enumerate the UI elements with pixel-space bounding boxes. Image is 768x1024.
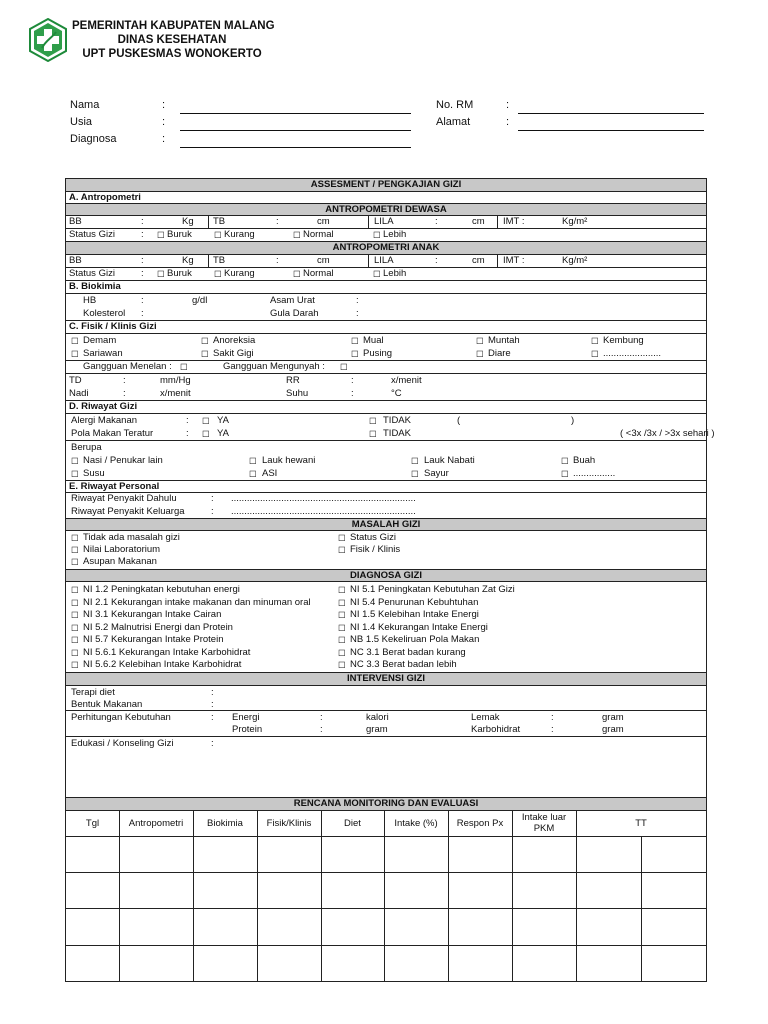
food-asi: ASI bbox=[262, 468, 278, 479]
colon: : bbox=[356, 295, 359, 306]
checkbox-icon[interactable]: ☐ bbox=[369, 429, 377, 439]
hb-label: HB bbox=[83, 295, 97, 306]
colon: : bbox=[551, 724, 554, 735]
norm-label: No. RM bbox=[436, 99, 474, 111]
diagnosa-item: NI 5.6.2 Kelebihan Intake Karbohidrat bbox=[83, 659, 242, 670]
checkbox-icon[interactable]: ☐ bbox=[476, 349, 484, 359]
checkbox-icon[interactable]: ☐ bbox=[71, 456, 79, 466]
diagnosa-label: Diagnosa bbox=[70, 133, 117, 145]
gram-unit: gram bbox=[602, 712, 624, 723]
usia-label: Usia bbox=[70, 116, 93, 128]
food-lauk-nabati: Lauk Nabati bbox=[424, 455, 475, 466]
status-gizi-label: Status Gizi bbox=[69, 229, 115, 240]
header-line-government: PEMERINTAH KABUPATEN MALANG bbox=[72, 20, 275, 32]
checkbox-icon[interactable]: ☐ bbox=[351, 349, 359, 359]
header-line-department: DINAS KESEHATAN bbox=[117, 34, 227, 46]
grid-row-line bbox=[66, 908, 706, 909]
symptom-diare: Diare bbox=[488, 348, 511, 359]
riwayat-personal-rows bbox=[66, 493, 706, 519]
checkbox-icon[interactable]: ☐ bbox=[340, 362, 348, 372]
nadi-label: Nadi bbox=[69, 388, 89, 399]
checkbox-icon[interactable]: ☐ bbox=[373, 230, 381, 240]
col-header-biokimia: Biokimia bbox=[207, 818, 243, 829]
antropometri-anak-title: ANTROPOMETRI ANAK bbox=[66, 242, 706, 255]
checkbox-icon[interactable]: ☐ bbox=[373, 269, 381, 279]
anak-measure-row bbox=[66, 255, 706, 268]
option-lebih: Lebih bbox=[383, 268, 407, 279]
masalah-item: Nilai Laboratorium bbox=[83, 544, 161, 555]
checkbox-icon[interactable]: ☐ bbox=[71, 585, 79, 595]
kgm2-unit: Kg/m² bbox=[562, 255, 588, 266]
colon: : bbox=[141, 295, 144, 306]
colon: : bbox=[186, 415, 189, 426]
food-lauk-hewani: Lauk hewani bbox=[262, 455, 316, 466]
symptom-mual: Mual bbox=[363, 335, 384, 346]
checkbox-icon[interactable]: ☐ bbox=[561, 469, 569, 479]
tb-label: TB bbox=[213, 255, 226, 266]
option-tidak: TIDAK bbox=[383, 415, 411, 426]
symptom-other-field[interactable]: ...................... bbox=[603, 348, 662, 359]
diagnosa-item: NI 2.1 Kekurangan intake makanan dan minuman oral bbox=[83, 596, 311, 608]
paren-open: ( bbox=[457, 415, 461, 426]
td-label: TD bbox=[69, 375, 82, 386]
symptom-demam: Demam bbox=[83, 335, 117, 346]
penyakit-dahulu-field[interactable]: ...................................................................... bbox=[231, 493, 416, 504]
cm-unit: cm bbox=[472, 216, 485, 227]
alergi-pola-rows bbox=[66, 414, 715, 441]
col-header-fisik-klinis: Fisik/Klinis bbox=[266, 818, 312, 829]
checkbox-icon[interactable]: ☐ bbox=[561, 456, 569, 466]
rr-label: RR bbox=[286, 375, 300, 386]
intervensi-terapi bbox=[66, 686, 706, 711]
checkbox-icon[interactable]: ☐ bbox=[71, 622, 79, 633]
colon: : bbox=[141, 308, 144, 319]
colon: : bbox=[211, 712, 214, 723]
colon: : bbox=[351, 388, 354, 399]
gram-unit: gram bbox=[366, 724, 388, 735]
option-kurang: Kurang bbox=[224, 229, 255, 240]
section-antropometri bbox=[66, 192, 706, 204]
bb-label: BB bbox=[69, 255, 82, 266]
section-label: E. Riwayat Personal bbox=[69, 481, 160, 492]
checkbox-icon[interactable]: ☐ bbox=[249, 469, 257, 479]
symptom-sariawan: Sariawan bbox=[83, 348, 123, 359]
diagnosa-item: NI 5.2 Malnutrisi Energi dan Protein bbox=[83, 621, 233, 633]
divider bbox=[208, 216, 209, 229]
checkbox-icon[interactable]: ☐ bbox=[214, 230, 222, 240]
lemak-label: Lemak bbox=[471, 712, 500, 723]
checkbox-icon[interactable]: ☐ bbox=[201, 336, 209, 346]
cm-unit: cm bbox=[317, 216, 330, 227]
fisik-symptoms bbox=[66, 334, 706, 361]
col-header-tt: TT bbox=[635, 818, 647, 829]
checkbox-icon[interactable]: ☐ bbox=[71, 610, 79, 620]
diagnosa-item: NI 1.2 Peningkatan kebutuhan energi bbox=[83, 584, 240, 595]
option-tidak: TIDAK bbox=[383, 428, 411, 439]
vital-signs bbox=[66, 374, 706, 401]
protein-label: Protein bbox=[232, 724, 263, 735]
checkbox-icon[interactable]: ☐ bbox=[338, 533, 346, 543]
checkbox-icon[interactable]: ☐ bbox=[338, 647, 346, 658]
intervensi-gizi-title: INTERVENSI GIZI bbox=[66, 673, 706, 686]
section-label: C. Fisik / Klinis Gizi bbox=[69, 321, 157, 332]
section-fisik bbox=[66, 321, 706, 334]
bentuk-makanan-label: Bentuk Makanan bbox=[71, 699, 143, 710]
diagnosa-gizi-options bbox=[66, 582, 706, 673]
colon: : bbox=[435, 216, 438, 227]
checkbox-icon[interactable]: ☐ bbox=[591, 349, 599, 359]
grid-row-line bbox=[66, 945, 706, 946]
divider bbox=[368, 216, 369, 229]
nama-label: Nama bbox=[70, 99, 100, 111]
diagnosa-item: NI 1.4 Kekurangan Intake Energi bbox=[350, 621, 488, 633]
checkbox-icon[interactable]: ☐ bbox=[338, 597, 346, 608]
masalah-gizi-title: MASALAH GIZI bbox=[66, 519, 706, 531]
xmenit-unit: x/menit bbox=[160, 388, 191, 399]
paren-close: ) bbox=[571, 415, 575, 426]
kgm2-unit: Kg/m² bbox=[562, 216, 588, 227]
alamat-label: Alamat bbox=[436, 116, 471, 128]
status-gizi-label: Status Gizi bbox=[69, 268, 115, 279]
cm-unit: cm bbox=[317, 255, 330, 266]
cm-unit: cm bbox=[472, 255, 485, 266]
option-ya: YA bbox=[217, 415, 229, 426]
colon: : bbox=[320, 712, 323, 723]
gangguan-menelan-label: Gangguan Menelan : bbox=[83, 361, 172, 372]
checkbox-icon[interactable]: ☐ bbox=[71, 349, 79, 359]
colon: : bbox=[211, 738, 214, 749]
colon: : bbox=[435, 255, 438, 266]
symptom-anoreksia: Anoreksia bbox=[213, 335, 256, 346]
checkbox-icon[interactable]: ☐ bbox=[157, 269, 165, 279]
checkbox-icon[interactable]: ☐ bbox=[214, 269, 222, 279]
divider bbox=[208, 255, 209, 268]
mmhg-unit: mm/Hg bbox=[160, 375, 191, 386]
gangguan-row bbox=[66, 361, 706, 374]
perhitungan-label: Perhitungan Kebutuhan bbox=[71, 712, 171, 723]
kalori-unit: kalori bbox=[366, 712, 389, 723]
option-ya: YA bbox=[217, 428, 229, 439]
option-normal: Normal bbox=[303, 268, 334, 279]
colon: : bbox=[141, 216, 144, 227]
nama-field[interactable] bbox=[180, 113, 411, 114]
checkbox-icon[interactable]: ☐ bbox=[351, 336, 359, 346]
puskesmas-logo bbox=[28, 18, 68, 62]
checkbox-icon[interactable]: ☐ bbox=[71, 597, 79, 608]
norm-field[interactable] bbox=[518, 113, 704, 114]
energi-label: Energi bbox=[232, 712, 260, 723]
pola-label: Pola Makan Teratur bbox=[71, 428, 154, 439]
option-lebih: Lebih bbox=[383, 229, 407, 240]
colon: : bbox=[141, 255, 144, 266]
suhu-label: Suhu bbox=[286, 388, 309, 399]
asam-urat-label: Asam Urat bbox=[270, 295, 315, 306]
header-line-puskesmas: UPT PUSKESMAS WONOKERTO bbox=[82, 48, 262, 60]
diagnosa-item: NI 1.5 Kelebihan Intake Energi bbox=[350, 609, 479, 620]
section-label: B. Biokimia bbox=[69, 281, 121, 292]
section-biokimia bbox=[66, 281, 706, 294]
checkbox-icon[interactable]: ☐ bbox=[71, 557, 79, 567]
edukasi-row[interactable] bbox=[66, 737, 706, 798]
divider bbox=[368, 255, 369, 268]
imt-label: IMT : bbox=[503, 255, 525, 266]
checkbox-icon[interactable]: ☐ bbox=[71, 336, 79, 346]
checkbox-icon[interactable]: ☐ bbox=[180, 362, 188, 372]
colon: : bbox=[356, 308, 359, 319]
food-sayur: Sayur bbox=[424, 468, 449, 479]
colon: : bbox=[211, 699, 214, 710]
monitoring-title: RENCANA MONITORING DAN EVALUASI bbox=[66, 798, 706, 811]
divider bbox=[497, 255, 498, 268]
karbohidrat-label: Karbohidrat bbox=[471, 724, 521, 735]
lila-label: LILA bbox=[374, 216, 394, 227]
diagnosa-item: NI 3.1 Kekurangan Intake Cairan bbox=[83, 609, 222, 620]
col-header-tgl: Tgl bbox=[85, 818, 100, 829]
symptom-pusing: Pusing bbox=[363, 348, 393, 359]
imt-label: IMT : bbox=[503, 216, 525, 227]
monitoring-table bbox=[66, 811, 706, 981]
col-header-intake: Intake (%) bbox=[394, 818, 438, 829]
checkbox-icon[interactable]: ☐ bbox=[71, 469, 79, 479]
colon: : bbox=[506, 116, 510, 128]
colon: : bbox=[123, 375, 126, 386]
diagnosa-field[interactable] bbox=[180, 147, 411, 148]
col-header-intake-luar: Intake luar PKM bbox=[521, 812, 567, 834]
biokimia-rows bbox=[66, 294, 706, 321]
section-riwayat-personal bbox=[66, 481, 706, 493]
edukasi-label: Edukasi / Konseling Gizi bbox=[71, 738, 174, 749]
masalah-item: Tidak ada masalah gizi bbox=[83, 532, 180, 543]
diagnosa-item: NC 3.3 Berat badan lebih bbox=[350, 659, 457, 670]
diagnosa-item: NI 5.1 Peningkatan Kebutuhan Zat Gizi bbox=[350, 584, 515, 595]
gdl-unit: g/dl bbox=[192, 295, 208, 306]
food-buah: Buah bbox=[573, 455, 596, 466]
section-label: D. Riwayat Gizi bbox=[69, 401, 138, 412]
checkbox-icon[interactable]: ☐ bbox=[71, 660, 79, 670]
food-other-field[interactable]: ................ bbox=[573, 468, 616, 479]
colon: : bbox=[320, 724, 323, 735]
kg-unit: Kg bbox=[182, 216, 194, 227]
diagnosa-gizi-title: DIAGNOSA GIZI bbox=[66, 570, 706, 582]
antropometri-dewasa-title: ANTROPOMETRI DEWASA bbox=[66, 204, 706, 216]
diagnosa-item: NI 5.4 Penurunan Kebuhtuhan bbox=[350, 596, 479, 608]
checkbox-icon[interactable]: ☐ bbox=[71, 635, 79, 645]
checkbox-icon[interactable]: ☐ bbox=[338, 622, 346, 633]
checkbox-icon[interactable]: ☐ bbox=[338, 585, 346, 595]
checkbox-icon[interactable]: ☐ bbox=[591, 336, 599, 346]
grid-row-line bbox=[66, 872, 706, 873]
checkbox-icon[interactable]: ☐ bbox=[338, 635, 346, 645]
celsius-unit: °C bbox=[391, 388, 402, 399]
anak-status-row bbox=[66, 268, 706, 281]
colon: : bbox=[162, 99, 166, 111]
col-header-diet: Diet bbox=[344, 818, 361, 829]
masalah-item: Asupan Makanan bbox=[83, 556, 157, 567]
checkbox-icon[interactable]: ☐ bbox=[249, 456, 257, 466]
checkbox-icon[interactable]: ☐ bbox=[293, 230, 301, 240]
diagnosa-item: NB 1.5 Kekeliruan Pola Makan bbox=[350, 634, 480, 645]
colon: : bbox=[351, 375, 354, 386]
checkbox-icon[interactable]: ☐ bbox=[338, 545, 346, 555]
form-title: ASSESMENT / PENGKAJIAN GIZI bbox=[66, 179, 706, 192]
berupa-rows bbox=[66, 441, 706, 481]
colon: : bbox=[551, 712, 554, 723]
checkbox-icon[interactable]: ☐ bbox=[293, 269, 301, 279]
masalah-item: Fisik / Klinis bbox=[350, 544, 401, 555]
section-label: A. Antropometri bbox=[69, 192, 141, 203]
colon: : bbox=[186, 428, 189, 439]
colon: : bbox=[211, 506, 214, 517]
colon: : bbox=[162, 116, 166, 128]
gram-unit: gram bbox=[602, 724, 624, 735]
alamat-field[interactable] bbox=[518, 130, 704, 131]
colon: : bbox=[506, 99, 510, 111]
option-buruk: Buruk bbox=[167, 229, 192, 240]
section-riwayat-gizi bbox=[66, 401, 706, 414]
frekuensi-note: ( <3x /3x / >3x sehari ) bbox=[620, 428, 715, 439]
colon: : bbox=[141, 229, 144, 240]
colon: : bbox=[211, 687, 214, 698]
alergi-label: Alergi Makanan bbox=[71, 415, 138, 426]
checkbox-icon[interactable]: ☐ bbox=[411, 469, 419, 479]
symptom-kembung: Kembung bbox=[603, 335, 644, 346]
penyakit-keluarga-field[interactable]: ...................................................................... bbox=[231, 506, 416, 517]
colon: : bbox=[276, 255, 279, 266]
checkbox-icon[interactable]: ☐ bbox=[201, 349, 209, 359]
dewasa-status-row bbox=[66, 229, 706, 242]
checkbox-icon[interactable]: ☐ bbox=[369, 416, 377, 426]
diagnosa-item: NC 3.1 Berat badan kurang bbox=[350, 646, 466, 658]
checkbox-icon[interactable]: ☐ bbox=[338, 610, 346, 620]
grid-row-line bbox=[66, 836, 706, 837]
option-normal: Normal bbox=[303, 229, 334, 240]
checkbox-icon[interactable]: ☐ bbox=[71, 533, 79, 543]
bb-label: BB bbox=[69, 216, 82, 227]
col-header-respon: Respon Px bbox=[456, 818, 504, 829]
usia-field[interactable] bbox=[180, 130, 411, 131]
gula-darah-label: Gula Darah bbox=[270, 308, 319, 319]
colon: : bbox=[141, 268, 144, 279]
option-kurang: Kurang bbox=[224, 268, 255, 279]
checkbox-icon[interactable]: ☐ bbox=[411, 456, 419, 466]
colon: : bbox=[211, 493, 214, 504]
divider bbox=[497, 216, 498, 229]
diagnosa-item: NI 5.7 Kekurangan Intake Protein bbox=[83, 634, 224, 645]
symptom-muntah: Muntah bbox=[488, 335, 520, 346]
berupa-label: Berupa bbox=[71, 442, 102, 453]
colon: : bbox=[162, 133, 166, 145]
colon: : bbox=[123, 388, 126, 399]
colon: : bbox=[276, 216, 279, 227]
lila-label: LILA bbox=[374, 255, 394, 266]
option-buruk: Buruk bbox=[167, 268, 192, 279]
masalah-gizi-options bbox=[66, 531, 706, 570]
checkbox-icon[interactable]: ☐ bbox=[71, 647, 79, 658]
xmenit-unit: x/menit bbox=[391, 375, 422, 386]
checkbox-icon[interactable]: ☐ bbox=[338, 660, 346, 670]
tb-label: TB bbox=[213, 216, 226, 227]
terapi-diet-label: Terapi diet bbox=[71, 687, 115, 698]
penyakit-keluarga-label: Riwayat Penyakit Keluarga bbox=[71, 506, 185, 517]
checkbox-icon[interactable]: ☐ bbox=[157, 230, 165, 240]
masalah-item: Status Gizi bbox=[350, 532, 396, 543]
intervensi-kebutuhan bbox=[66, 711, 706, 737]
dewasa-measure-row bbox=[66, 216, 706, 229]
kg-unit: Kg bbox=[182, 255, 194, 266]
kolesterol-label: Kolesterol bbox=[83, 308, 126, 319]
col-header-antropometri: Antropometri bbox=[128, 818, 184, 829]
checkbox-icon[interactable]: ☐ bbox=[202, 429, 210, 439]
checkbox-icon[interactable]: ☐ bbox=[71, 545, 79, 555]
checkbox-icon[interactable]: ☐ bbox=[202, 416, 210, 426]
assessment-form bbox=[65, 178, 715, 982]
food-susu: Susu bbox=[83, 468, 105, 479]
penyakit-dahulu-label: Riwayat Penyakit Dahulu bbox=[71, 493, 177, 504]
food-nasi: Nasi / Penukar lain bbox=[83, 455, 163, 466]
gangguan-mengunyah-label: Gangguan Mengunyah : bbox=[223, 361, 325, 372]
checkbox-icon[interactable]: ☐ bbox=[476, 336, 484, 346]
diagnosa-item: NI 5.6.1 Kekurangan Intake Karbohidrat bbox=[83, 646, 251, 658]
symptom-sakit-gigi: Sakit Gigi bbox=[213, 348, 254, 359]
